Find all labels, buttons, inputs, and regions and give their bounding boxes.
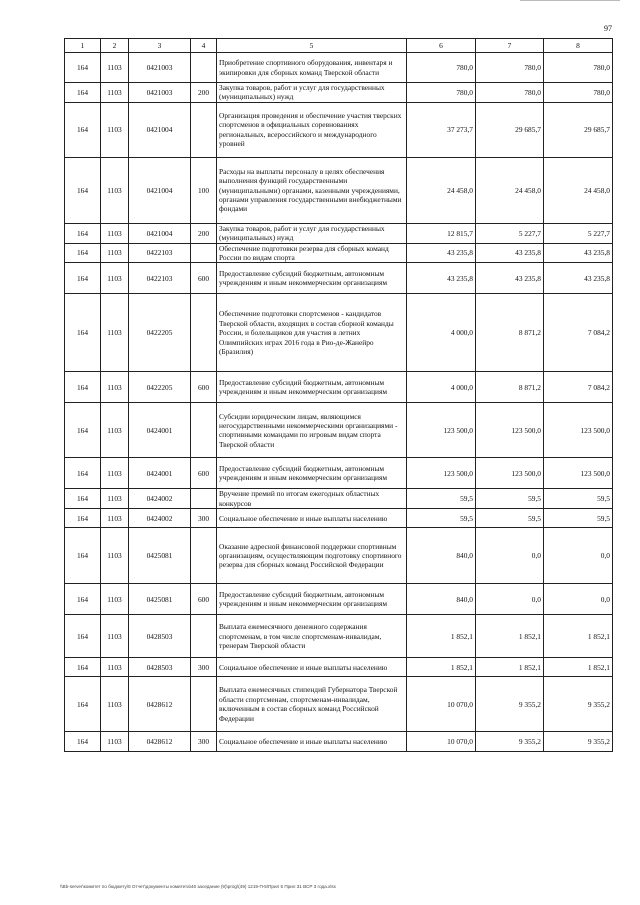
cell-amount-year-2: 0,0 xyxy=(476,528,544,584)
cell-expense-type xyxy=(191,53,217,83)
cell-department: 164 xyxy=(65,528,101,584)
table-row xyxy=(65,53,613,83)
cell-target-article: 0425081 xyxy=(129,528,191,584)
cell-amount-year-3: 123 500,0 xyxy=(544,458,613,489)
cell-amount-year-1: 840,0 xyxy=(407,584,476,615)
column-header: 6 xyxy=(407,39,476,53)
cell-amount-year-2: 59,5 xyxy=(476,489,544,509)
cell-amount-year-1: 10 070,0 xyxy=(407,732,476,752)
cell-expense-type xyxy=(191,403,217,458)
column-header: 3 xyxy=(129,39,191,53)
cell-description: Предоставление субсидий бюджетным, автономным учреждениям и иным некоммерческим организациям xyxy=(217,458,407,489)
cell-section: 1103 xyxy=(101,528,129,584)
cell-amount-year-1: 4 000,0 xyxy=(407,294,476,372)
cell-section: 1103 xyxy=(101,403,129,458)
cell-department: 164 xyxy=(65,509,101,528)
cell-expense-type xyxy=(191,528,217,584)
cell-department: 164 xyxy=(65,102,101,157)
table-row xyxy=(65,677,613,732)
cell-section: 1103 xyxy=(101,102,129,157)
cell-description: Закупка товаров, работ и услуг для государственных (муниципальных) нужд xyxy=(217,223,407,243)
cell-expense-type: 300 xyxy=(191,732,217,752)
cell-department: 164 xyxy=(65,372,101,403)
table-row xyxy=(65,157,613,223)
cell-department: 164 xyxy=(65,658,101,677)
table-row xyxy=(65,509,613,528)
cell-expense-type xyxy=(191,489,217,509)
cell-description: Социальное обеспечение и иные выплаты населению xyxy=(217,658,407,677)
cell-amount-year-2: 780,0 xyxy=(476,53,544,83)
column-header: 8 xyxy=(544,39,613,53)
cell-section: 1103 xyxy=(101,294,129,372)
cell-target-article: 0424001 xyxy=(129,403,191,458)
cell-description: Обеспечение подготовки резерва для сборных команд России по видам спорта xyxy=(217,243,407,263)
table-row xyxy=(65,615,613,658)
cell-target-article: 0421003 xyxy=(129,83,191,103)
cell-department: 164 xyxy=(65,732,101,752)
column-header: 2 xyxy=(101,39,129,53)
cell-amount-year-2: 24 458,0 xyxy=(476,157,544,223)
cell-amount-year-1: 59,5 xyxy=(407,509,476,528)
cell-amount-year-1: 780,0 xyxy=(407,83,476,103)
cell-target-article: 0428503 xyxy=(129,658,191,677)
cell-amount-year-2: 8 871,2 xyxy=(476,372,544,403)
cell-amount-year-1: 123 500,0 xyxy=(407,458,476,489)
table-row xyxy=(65,528,613,584)
cell-target-article: 0421004 xyxy=(129,157,191,223)
cell-amount-year-1: 1 852,1 xyxy=(407,615,476,658)
cell-amount-year-1: 43 235,8 xyxy=(407,263,476,294)
cell-section: 1103 xyxy=(101,83,129,103)
cell-description: Социальное обеспечение и иные выплаты населению xyxy=(217,509,407,528)
cell-target-article: 0421004 xyxy=(129,223,191,243)
cell-section: 1103 xyxy=(101,732,129,752)
cell-department: 164 xyxy=(65,294,101,372)
cell-amount-year-2: 59,5 xyxy=(476,509,544,528)
cell-target-article: 0424002 xyxy=(129,509,191,528)
cell-department: 164 xyxy=(65,157,101,223)
table-row xyxy=(65,223,613,243)
cell-description: Организация проведения и обеспечение участия тверских спортсменов в официальных соревнованиях региональных, всероссийского и международного уровней xyxy=(217,102,407,157)
cell-amount-year-2: 9 355,2 xyxy=(476,732,544,752)
cell-amount-year-2: 123 500,0 xyxy=(476,458,544,489)
table-row xyxy=(65,403,613,458)
cell-department: 164 xyxy=(65,263,101,294)
table-row xyxy=(65,83,613,103)
cell-amount-year-3: 1 852,1 xyxy=(544,615,613,658)
cell-amount-year-3: 5 227,7 xyxy=(544,223,613,243)
cell-amount-year-2: 43 235,8 xyxy=(476,263,544,294)
cell-section: 1103 xyxy=(101,372,129,403)
cell-target-article: 0422103 xyxy=(129,263,191,294)
cell-amount-year-1: 1 852,1 xyxy=(407,658,476,677)
table-row xyxy=(65,658,613,677)
cell-description: Социальное обеспечение и иные выплаты населению xyxy=(217,732,407,752)
cell-description: Выплата ежемесячных стипендий Губернатора Тверской области спортсменам, спортсменам-инвалидам, включенным в состав сборных команд Российской Федерации xyxy=(217,677,407,732)
cell-amount-year-2: 780,0 xyxy=(476,83,544,103)
cell-expense-type: 100 xyxy=(191,157,217,223)
cell-amount-year-1: 4 000,0 xyxy=(407,372,476,403)
cell-amount-year-3: 59,5 xyxy=(544,489,613,509)
cell-section: 1103 xyxy=(101,509,129,528)
cell-amount-year-3: 9 355,2 xyxy=(544,677,613,732)
cell-department: 164 xyxy=(65,53,101,83)
cell-amount-year-2: 43 235,8 xyxy=(476,243,544,263)
table-row xyxy=(65,243,613,263)
header-row xyxy=(65,39,613,53)
cell-target-article: 0428612 xyxy=(129,677,191,732)
cell-section: 1103 xyxy=(101,458,129,489)
cell-description: Выплата ежемесячного денежного содержания спортсменам, в том числе спортсменам-инвалидам, тренерам Тверской области xyxy=(217,615,407,658)
cell-amount-year-3: 24 458,0 xyxy=(544,157,613,223)
cell-description: Обеспечение подготовки спортсменов - кандидатов Тверской области, входящих в состав сборной команды России, и болельщиков для участия в летних Олимпийских играх 2016 года в Рио-де-Жанейро (Бразилия) xyxy=(217,294,407,372)
cell-section: 1103 xyxy=(101,223,129,243)
cell-amount-year-3: 0,0 xyxy=(544,584,613,615)
table-row xyxy=(65,458,613,489)
table-row xyxy=(65,372,613,403)
cell-amount-year-1: 840,0 xyxy=(407,528,476,584)
cell-amount-year-3: 43 235,8 xyxy=(544,243,613,263)
cell-target-article: 0422205 xyxy=(129,294,191,372)
cell-section: 1103 xyxy=(101,584,129,615)
cell-target-article: 0421003 xyxy=(129,53,191,83)
column-header: 4 xyxy=(191,39,217,53)
cell-department: 164 xyxy=(65,677,101,732)
cell-amount-year-1: 24 458,0 xyxy=(407,157,476,223)
column-header: 5 xyxy=(217,39,407,53)
cell-amount-year-3: 7 084,2 xyxy=(544,372,613,403)
cell-amount-year-1: 43 235,8 xyxy=(407,243,476,263)
cell-expense-type: 600 xyxy=(191,372,217,403)
cell-amount-year-3: 1 852,1 xyxy=(544,658,613,677)
cell-amount-year-3: 780,0 xyxy=(544,83,613,103)
cell-expense-type: 600 xyxy=(191,458,217,489)
cell-section: 1103 xyxy=(101,53,129,83)
cell-amount-year-3: 123 500,0 xyxy=(544,403,613,458)
cell-description: Оказание адресной финансовой поддержки спортивным организациям, осуществляющим подготовку спортивного резерва для сборных команд Российской Федерации xyxy=(217,528,407,584)
cell-expense-type: 300 xyxy=(191,509,217,528)
cell-target-article: 0424001 xyxy=(129,458,191,489)
cell-amount-year-2: 0,0 xyxy=(476,584,544,615)
column-header: 1 xyxy=(65,39,101,53)
cell-amount-year-3: 59,5 xyxy=(544,509,613,528)
cell-amount-year-2: 9 355,2 xyxy=(476,677,544,732)
cell-amount-year-3: 7 084,2 xyxy=(544,294,613,372)
cell-amount-year-2: 8 871,2 xyxy=(476,294,544,372)
cell-amount-year-1: 10 070,0 xyxy=(407,677,476,732)
top-rule xyxy=(520,0,620,1)
cell-expense-type: 200 xyxy=(191,223,217,243)
page-number: 97 xyxy=(604,24,612,33)
cell-amount-year-2: 29 685,7 xyxy=(476,102,544,157)
cell-department: 164 xyxy=(65,584,101,615)
cell-amount-year-3: 9 355,2 xyxy=(544,732,613,752)
cell-description: Расходы на выплаты персоналу в целях обеспечения выполнения функций государственными (муниципальными) органами, казенными учреждениями, органами управления государственными внебюджетными фондами xyxy=(217,157,407,223)
cell-target-article: 0424002 xyxy=(129,489,191,509)
cell-section: 1103 xyxy=(101,615,129,658)
cell-expense-type xyxy=(191,243,217,263)
cell-description: Предоставление субсидий бюджетным, автономным учреждениям и иным некоммерческим организациям xyxy=(217,263,407,294)
cell-section: 1103 xyxy=(101,157,129,223)
cell-amount-year-2: 1 852,1 xyxy=(476,658,544,677)
cell-department: 164 xyxy=(65,223,101,243)
cell-department: 164 xyxy=(65,489,101,509)
cell-department: 164 xyxy=(65,403,101,458)
cell-description: Субсидии юридическим лицам, являющимся негосударственными некоммерческими организациями - спортивными командами по игровым видам спорта Тверской области xyxy=(217,403,407,458)
table-row xyxy=(65,732,613,752)
cell-expense-type xyxy=(191,615,217,658)
cell-amount-year-1: 59,5 xyxy=(407,489,476,509)
cell-target-article: 0425081 xyxy=(129,584,191,615)
cell-department: 164 xyxy=(65,615,101,658)
cell-section: 1103 xyxy=(101,677,129,732)
cell-expense-type xyxy=(191,102,217,157)
cell-amount-year-1: 37 273,7 xyxy=(407,102,476,157)
cell-target-article: 0422205 xyxy=(129,372,191,403)
cell-target-article: 0422103 xyxy=(129,243,191,263)
column-header: 7 xyxy=(476,39,544,53)
cell-amount-year-3: 29 685,7 xyxy=(544,102,613,157)
table-row xyxy=(65,102,613,157)
cell-target-article: 0428612 xyxy=(129,732,191,752)
cell-description: Вручение премий по итогам ежегодных областных конкурсов xyxy=(217,489,407,509)
cell-description: Закупка товаров, работ и услуг для государственных (муниципальных) нужд xyxy=(217,83,407,103)
cell-description: Предоставление субсидий бюджетным, автономным учреждениям и иным некоммерческим организациям xyxy=(217,584,407,615)
cell-section: 1103 xyxy=(101,658,129,677)
table-row xyxy=(65,489,613,509)
table-row xyxy=(65,263,613,294)
table-row xyxy=(65,294,613,372)
cell-section: 1103 xyxy=(101,243,129,263)
cell-expense-type: 600 xyxy=(191,263,217,294)
cell-expense-type xyxy=(191,294,217,372)
cell-amount-year-2: 1 852,1 xyxy=(476,615,544,658)
cell-amount-year-1: 12 815,7 xyxy=(407,223,476,243)
cell-amount-year-2: 123 500,0 xyxy=(476,403,544,458)
cell-amount-year-3: 0,0 xyxy=(544,528,613,584)
cell-amount-year-3: 43 235,8 xyxy=(544,263,613,294)
cell-amount-year-1: 780,0 xyxy=(407,53,476,83)
budget-table xyxy=(64,38,613,752)
cell-expense-type xyxy=(191,677,217,732)
cell-expense-type: 200 xyxy=(191,83,217,103)
cell-section: 1103 xyxy=(101,489,129,509)
cell-target-article: 0428503 xyxy=(129,615,191,658)
file-path-footer: \\Bb-server\комитет по бюджету\5 Отчет\документы комитета\46 заседание (9)\prog\(49) 1219-П-5\Прил 5 Прил 31 ВСР 3 года.xlsx xyxy=(60,884,336,889)
table-row xyxy=(65,584,613,615)
cell-description: Предоставление субсидий бюджетным, автономным учреждениям и иным некоммерческим организациям xyxy=(217,372,407,403)
cell-expense-type: 300 xyxy=(191,658,217,677)
cell-amount-year-3: 780,0 xyxy=(544,53,613,83)
cell-section: 1103 xyxy=(101,263,129,294)
cell-expense-type: 600 xyxy=(191,584,217,615)
cell-description: Приобретение спортивного оборудования, инвентаря и экипировки для сборных команд Тверской области xyxy=(217,53,407,83)
cell-amount-year-1: 123 500,0 xyxy=(407,403,476,458)
cell-department: 164 xyxy=(65,83,101,103)
cell-target-article: 0421004 xyxy=(129,102,191,157)
cell-department: 164 xyxy=(65,458,101,489)
cell-amount-year-2: 5 227,7 xyxy=(476,223,544,243)
cell-department: 164 xyxy=(65,243,101,263)
